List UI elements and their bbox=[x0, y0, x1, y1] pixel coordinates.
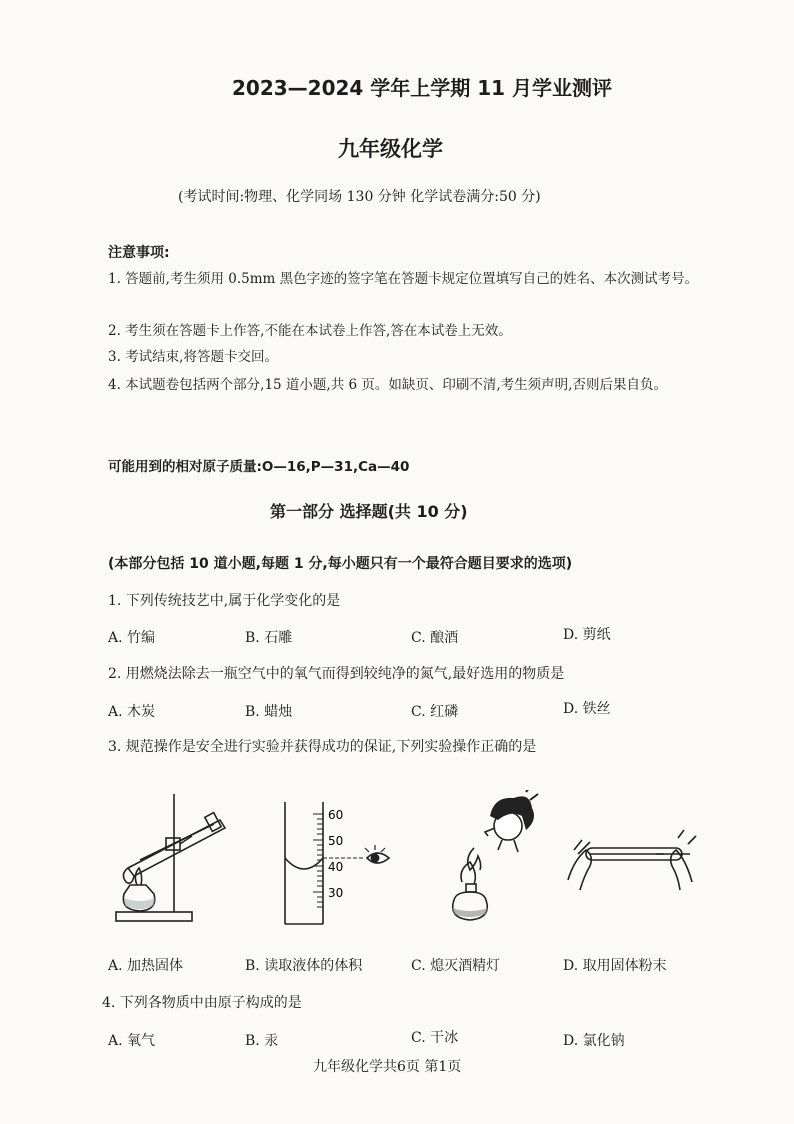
tick-60: 60 bbox=[328, 808, 344, 822]
figure-take-powder bbox=[560, 820, 700, 900]
exam-title: 2023—2024 学年上学期 11 月学业测评 bbox=[232, 76, 613, 100]
q4-option-d: D. 氯化钠 bbox=[563, 1033, 625, 1049]
exam-subtitle: 九年级化学 bbox=[338, 137, 443, 161]
tick-50: 50 bbox=[328, 834, 344, 848]
note-4: 4. 本试题卷包括两个部分,15 道小题,共 6 页。如缺页、印刷不清,考生须声明,否则后果自负。 bbox=[108, 377, 667, 393]
atomic-masses: 可能用到的相对原子质量:O—16,P—31,Ca—40 bbox=[108, 459, 410, 475]
q1-option-c: C. 酿酒 bbox=[411, 630, 459, 646]
note-1: 1. 答题前,考生须用 0.5mm 黑色字迹的签字笔在答题卡规定位置填写自己的姓名、本次测试考号。 bbox=[108, 271, 699, 287]
page-footer: 九年级化学共6页 第1页 bbox=[313, 1059, 462, 1075]
q3-option-c: C. 熄灭酒精灯 bbox=[411, 958, 501, 974]
q1-option-d: D. 剪纸 bbox=[563, 627, 611, 643]
q4-option-a: A. 氧气 bbox=[108, 1033, 156, 1049]
q2-option-d: D. 铁丝 bbox=[563, 701, 611, 717]
q4-option-c: C. 干冰 bbox=[411, 1030, 459, 1046]
q3-option-d: D. 取用固体粉末 bbox=[563, 958, 667, 974]
figure-extinguish-lamp bbox=[440, 790, 540, 925]
notes-heading: 注意事项: bbox=[108, 245, 170, 261]
q1-option-b: B. 石雕 bbox=[245, 630, 293, 646]
q3-option-b: B. 读取液体的体积 bbox=[245, 958, 363, 974]
part1-heading: 第一部分 选择题(共 10 分) bbox=[270, 502, 468, 521]
note-3: 3. 考试结束,将答题卡交回。 bbox=[108, 349, 278, 365]
question-3-stem: 3. 规范操作是安全进行实验并获得成功的保证,下列实验操作正确的是 bbox=[108, 739, 537, 755]
figure-heating-solid bbox=[110, 790, 250, 925]
q2-option-b: B. 蜡烛 bbox=[245, 704, 293, 720]
question-4-stem: 4. 下列各物质中由原子构成的是 bbox=[102, 995, 302, 1011]
q2-option-a: A. 木炭 bbox=[108, 704, 156, 720]
question-2-stem: 2. 用燃烧法除去一瓶空气中的氧气而得到较纯净的氮气,最好选用的物质是 bbox=[108, 666, 565, 682]
q3-option-a: A. 加热固体 bbox=[108, 958, 184, 974]
tick-40: 40 bbox=[328, 860, 344, 874]
part1-instructions: (本部分包括 10 道小题,每题 1 分,每小题只有一个最符合题目要求的选项) bbox=[108, 556, 573, 572]
eye-icon bbox=[365, 845, 389, 863]
q1-option-a: A. 竹编 bbox=[108, 630, 156, 646]
question-1-stem: 1. 下列传统技艺中,属于化学变化的是 bbox=[108, 593, 341, 609]
q2-option-c: C. 红磷 bbox=[411, 704, 459, 720]
note-2: 2. 考生须在答题卡上作答,不能在本试卷上作答,答在本试卷上无效。 bbox=[108, 323, 512, 339]
q4-option-b: B. 汞 bbox=[245, 1033, 279, 1049]
figure-reading-volume bbox=[265, 800, 395, 928]
exam-info: (考试时间:物理、化学同场 130 分钟 化学试卷满分:50 分) bbox=[178, 189, 541, 205]
tick-30: 30 bbox=[328, 886, 344, 900]
